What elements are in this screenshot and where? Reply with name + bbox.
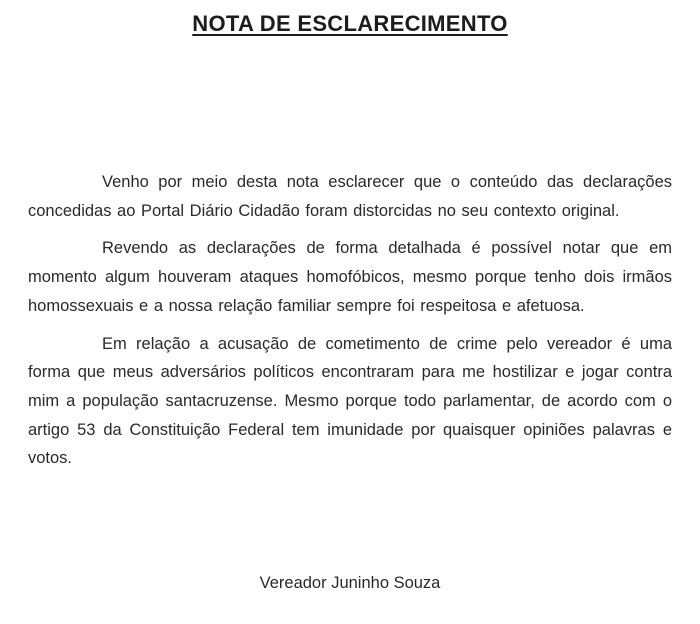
paragraph-1: Venho por meio desta nota esclarecer que o conteúdo das declarações concedidas ao Portal Diário Cidadão foram distorcidas no seu contexto original. — [28, 173, 672, 220]
paragraph-2: Revendo as declarações de forma detalhada é possível notar que em momento algum houveram ataques homofóbicos, mesmo porque tenho dois irmãos homossexuais e a nossa relação familiar sempre foi respeitosa e afetuosa. — [28, 239, 672, 315]
signature-line: Vereador Juninho Souza — [259, 574, 441, 592]
paragraph-3: Em relação a acusação de cometimento de crime pelo vereador é uma forma que meus adversários políticos encontraram para me hostilizar e jogar contra mim a população santacruzense. Mesmo porque todo parlamentar, de acordo com o artigo 53 da Constituição Federal tem imunidade por quaisquer opiniões palavras e votos. — [28, 334, 672, 468]
document-title: NOTA DE ESCLARECIMENTO — [192, 11, 508, 36]
document-body — [28, 168, 672, 473]
